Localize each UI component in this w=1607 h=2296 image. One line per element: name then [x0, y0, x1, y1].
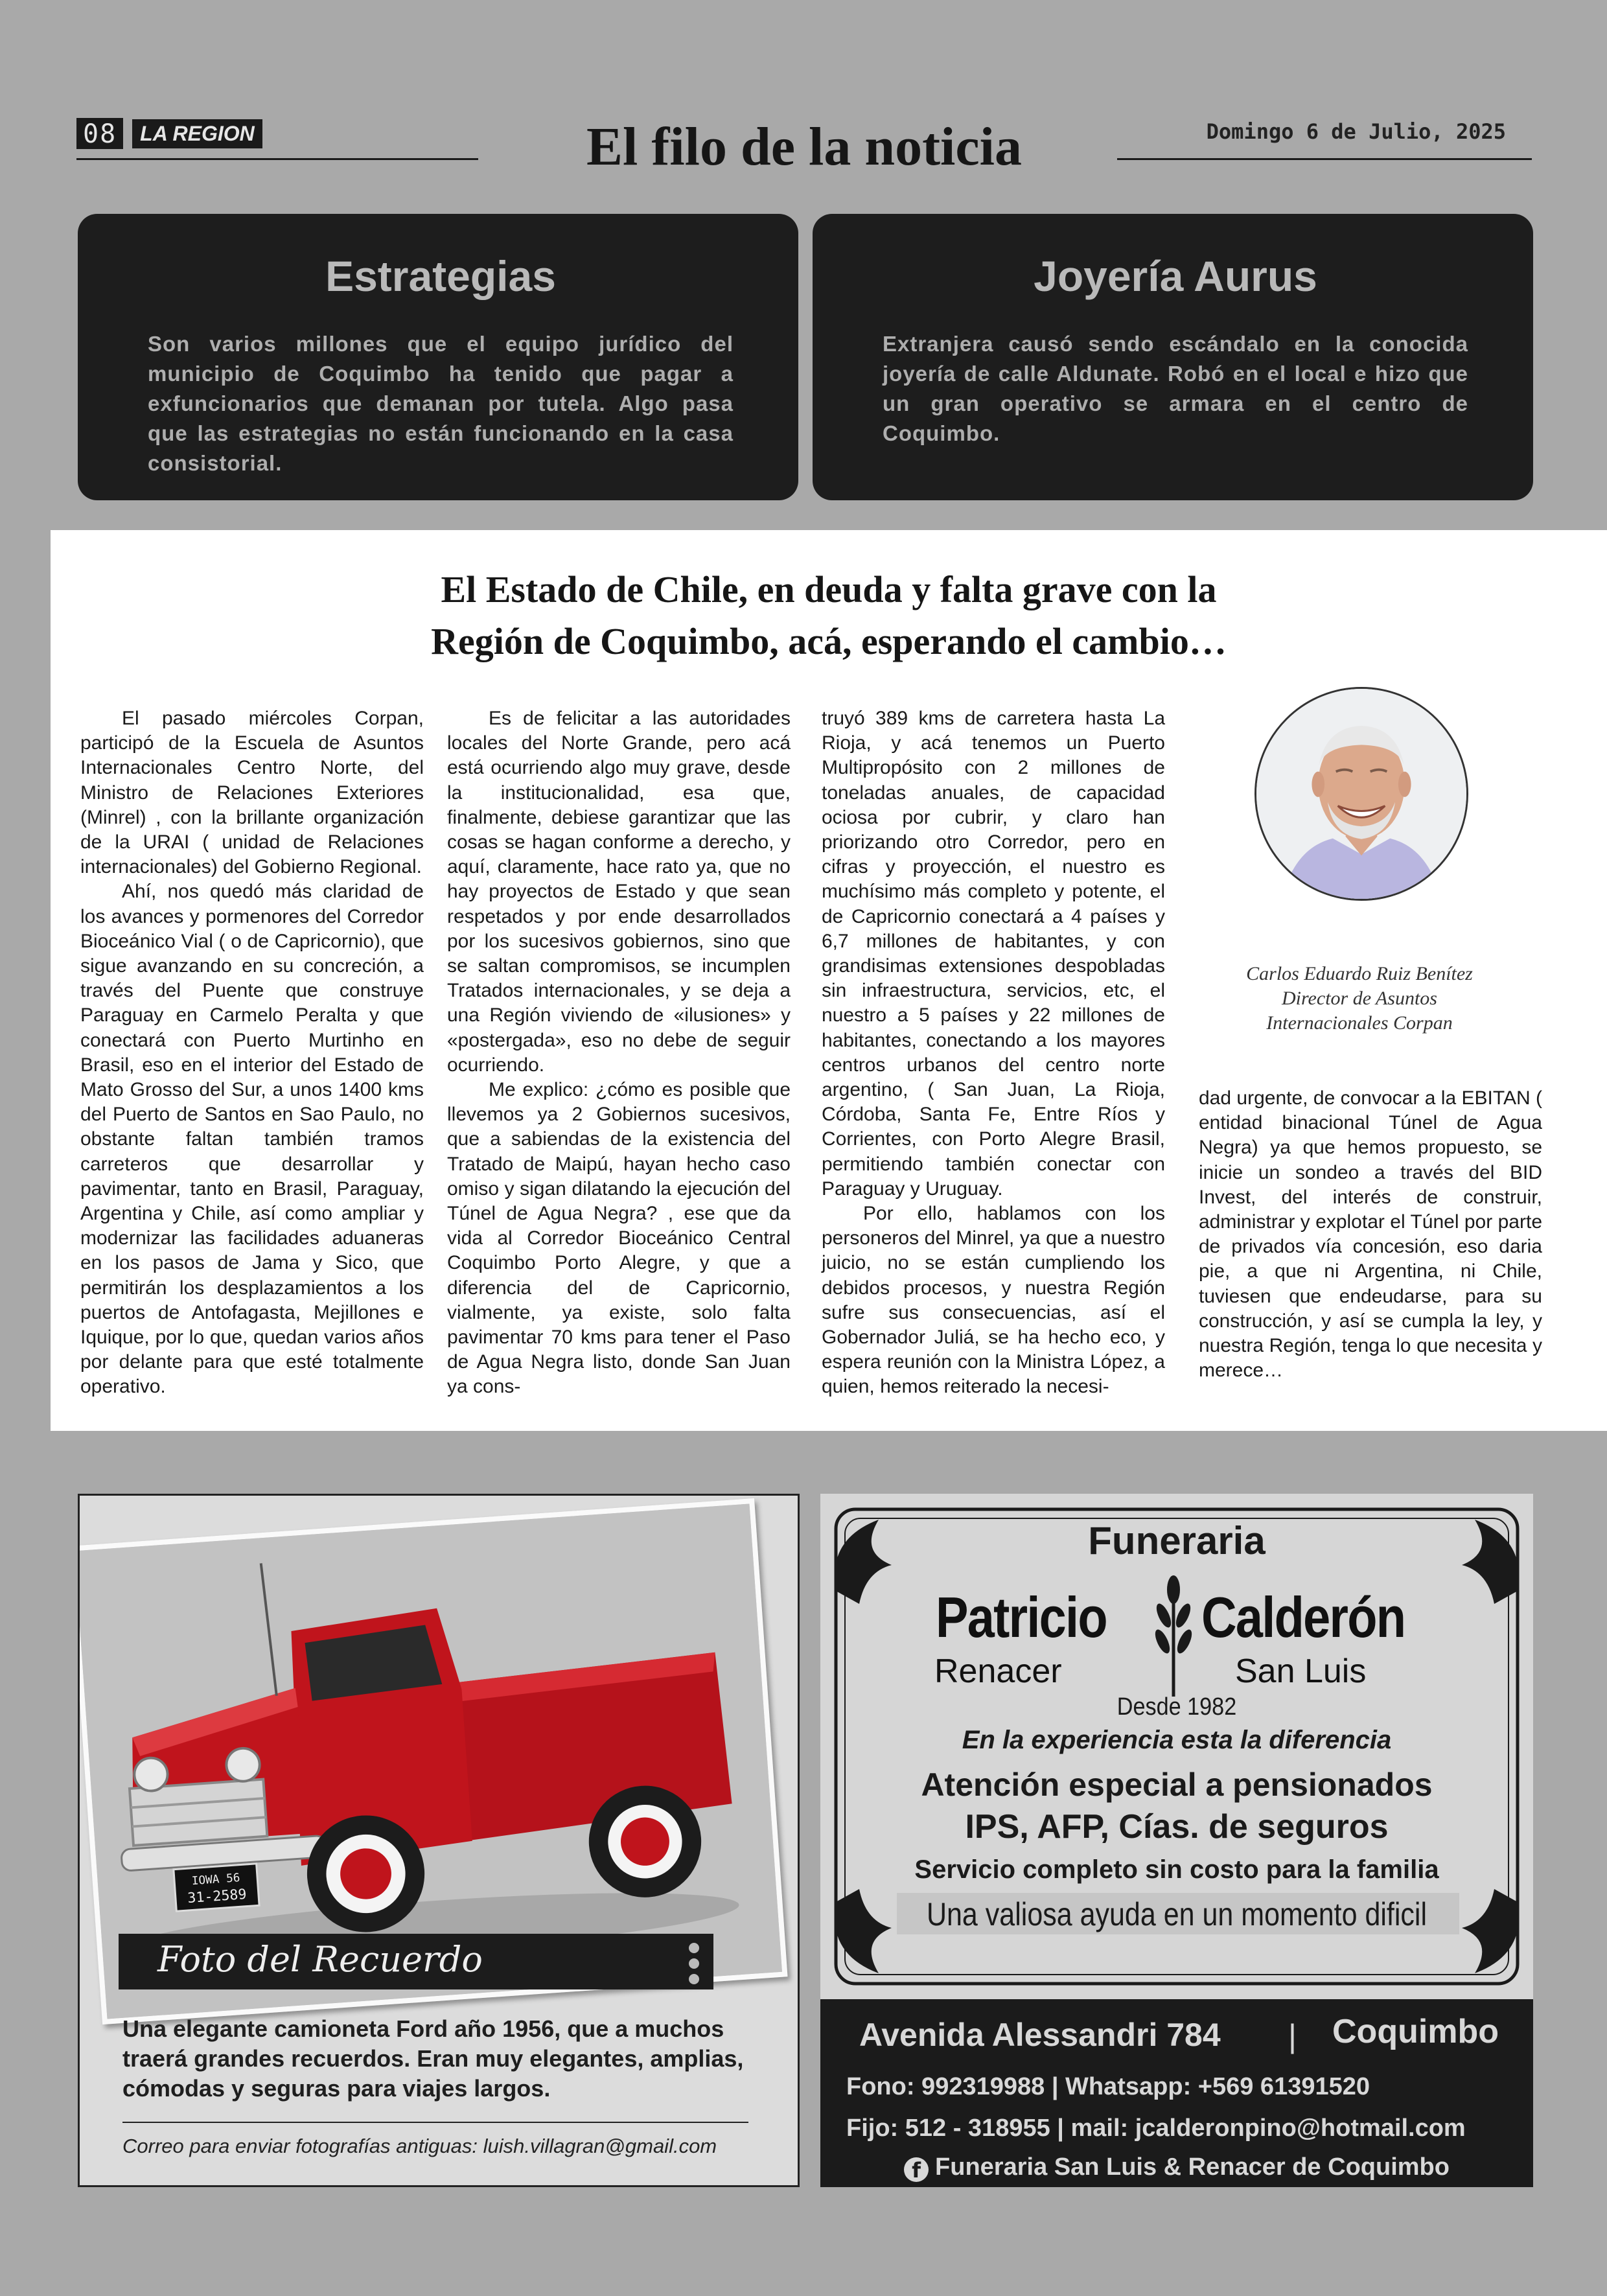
funeraria-contact-bar [820, 1999, 1533, 2187]
headline-line-2: Región de Coquimbo, acá, esperando el cambio… [431, 620, 1227, 662]
article-column-2 [447, 706, 791, 1400]
teaser-title: Estrategias [325, 252, 556, 300]
header-rule-right [1117, 158, 1532, 160]
funeraria-phones: Fono: 992319988 | Whatsapp: +569 61391520 [846, 2073, 1370, 2100]
teaser-box-estrategias [78, 214, 798, 500]
funeraria-landline-email: Fijo: 512 - 318955 | mail: jcalderonpino@hotmail.com [846, 2115, 1466, 2142]
recuerdo-description: Una elegante camioneta Ford año 1956, que a muchos traerá grandes recuerdos. Eran muy elegantes, amplias, cómodas y seguras para viajes largos. [122, 2015, 744, 2102]
author-photo [1256, 689, 1466, 899]
article-paragraph: El pasado miércoles Corpan, participó de la Escuela de Asuntos Internacionales Centro Norte, del Ministro de Relaciones Exteriores (Minrel) , con la brillante organización de la URAI ( unidad de Relaciones internacionales) del Gobierno Regional. [80, 708, 424, 878]
funeraria-address-separator: | [1288, 2018, 1297, 2054]
teaser-title: Joyería Aurus [1034, 252, 1317, 300]
funeraria-service: Servicio completo sin costo para la familia [914, 1855, 1439, 1884]
funeraria-tagline: En la experiencia esta la diferencia [962, 1726, 1392, 1754]
funeraria-branch-renacer: Renacer [934, 1652, 1062, 1690]
funeraria-name-left: Patricio [936, 1585, 1107, 1649]
page-header [76, 114, 1532, 185]
article-paragraph: Ahí, nos quedó más claridad de los avances y pormenores del Corredor Bioceánico Vial ( o de Capricornio), que sigue avanzando en su concreción, a través del Puente que construye Paraguay en Carmelo Peralta y que conectará con Puerto Murtinho en Brasil, eso en el interior del Estado de Mato Grosso del Sur, a unos 1400 kms del Puerto de Santos en Sao Paulo, no obstante faltan también tramos carreteros que desarrollar y pavimentar, tanto en Brasil, Paraguay, Argentina y Chile, así como ampliar y modernizar las facilidades aduaneras en los pasos de Jama y Sico, que permitirán los desplazamientos a los puertos de Antofagasta, Mejillones e Iquique, por lo que, quedan varios años por delante para que esté totalmente operativo. [80, 881, 424, 1398]
funeraria-city: Coquimbo [1332, 2013, 1499, 2050]
recuerdo-decoration-dots [689, 1943, 702, 1989]
teaser-body: Extranjera causó sendo escándalo en la conocida joyería de calle Aldunate. Robó en el local e hizo que un gran operativo se armara en el centro de Coquimbo. [883, 332, 1468, 445]
article-column-3 [822, 706, 1165, 1400]
wheat-icon [1144, 1570, 1203, 1700]
author-name: Carlos Eduardo Ruiz Benítez [1246, 963, 1473, 984]
funeraria-branch-san-luis: San Luis [1235, 1652, 1367, 1690]
license-plate-number: 31-2589 [187, 1886, 248, 1907]
author-role-line-1: Director de Asuntos [1282, 988, 1437, 1009]
article-paragraph: Por ello, hablamos con los personeros del Minrel, ya que a nuestro juicio, no se están cumpliendo los debidos procesos, y nuestra Región sufre sus consecuencias, así el Gobernador Juliá, se ha hecho eco, y espera reunión con la Ministra López, a quien, hemos reiterado la necesi- [822, 1203, 1165, 1398]
foto-del-recuerdo-section [78, 1494, 800, 2187]
facebook-icon: f [904, 2157, 929, 2182]
funeraria-attention-line-1: Atención especial a pensionados [921, 1767, 1433, 1803]
article-paragraph: truyó 389 kms de carretera hasta La Rioja, y acá tenemos un Puerto Multipropósito con 2 millones de toneladas anuales, de capacidad ociosa por cubrir, y claro han priorizando otro Corredor, pero en cifras y proyección, el nuestro es muchísimo más completo y potente, el de Capricornio conectará a 4 países y 6,7 millones de habitantes, y con grandisimas extensiones despobladas sin infraestructura, servicios, etc, el nuestro a 5 países y 22 millones de habitantes, conectando a los mayores centros urbanos del centro norte argentino, ( San Juan, La Rioja, Córdoba, Santa Fe, Entre Ríos y Corrientes, con Porto Alegre Brasil, permitiendo también conectar con Paraguay y Uruguay. [822, 708, 1165, 1200]
author-role-line-2: Internacionales Corpan [1266, 1012, 1453, 1034]
opinion-article [51, 530, 1607, 1431]
funeraria-address: Avenida Alessandri 784 [859, 2017, 1221, 2053]
article-paragraph: Me explico: ¿cómo es posible que llevemos ya 2 Gobiernos sucesivos, que a sabiendas de la existencia del Tratado de Maipú, hayan hecho caso omiso y sigan dilatando la ejecución del Túnel de Agua Negra? , ese que da vida al Corredor Bioceánico Central Coquimbo Porto Alegre, y que a diferencia del de Capricornio, vialmente, ya existe, solo falta pavimentar 70 kms para tener el Paso de Agua Negra listo, donde San Juan ya cons- [447, 1079, 791, 1398]
article-paragraph: dad urgente, de convocar a la EBITAN ( entidad binacional Túnel de Agua Negra) ya que hemos propuesto, se inicie un sondeo a través del BID Invest, del interés de construir, administrar y explotar el Túnel por parte de privados vía concesión, eso daria pie, a que ni Argentina, ni Chile, tuviesen que endeudarse, para su construcción, y así se cumpla la ley, y nuestra Región, tenga lo que necesita y merece… [1199, 1087, 1542, 1382]
article-column-4 [1199, 1086, 1542, 1383]
teaser-box-joyeria [813, 214, 1533, 500]
funeraria-social [820, 2153, 1533, 2182]
funeraria-help: Una valiosa ayuda en un momento dificil [926, 1896, 1428, 1932]
recuerdo-email: Correo para enviar fotografías antiguas: luish.villagran@gmail.com [122, 2135, 717, 2157]
funeraria-advertisement [820, 1494, 1533, 2187]
funeraria-title: Funeraria [1088, 1519, 1266, 1562]
recuerdo-title: Foto del Recuerdo [157, 1939, 483, 1980]
headline-line-1: El Estado de Chile, en deuda y falta grave con la [441, 568, 1217, 610]
article-headline [51, 564, 1607, 667]
page-number: 08 [76, 118, 123, 149]
funeraria-attention-line-2: IPS, AFP, Cías. de seguros [965, 1808, 1389, 1846]
article-paragraph: Es de felicitar a las autoridades locales del Norte Grande, pero acá está ocurriendo algo muy grave, desde la institucionalidad, esa que, finalmente, debiese garantizar que las cosas se hagan conforme a derecho, y aquí, claramente, hace rato ya, que no hay proyectos de Estado y que sean respetados y por ende desarrollados por los sucesivos gobiernos, sino que se saltan compromisos, se incumplen Tratados internacionales, y se deja a una Región viviendo de «ilusiones» y «postergada», eso no debe de seguir ocurriendo. [447, 708, 791, 1076]
recuerdo-divider [122, 2122, 748, 2123]
section-title: El filo de la noticia [586, 117, 1022, 177]
funeraria-since: Desde 1982 [1116, 1693, 1237, 1721]
license-plate-top: IOWA 56 [191, 1872, 241, 1888]
issue-date: Domingo 6 de Julio, 2025 [1206, 119, 1506, 144]
article-column-1 [80, 706, 424, 1400]
funeraria-name-right: Calderón [1201, 1585, 1405, 1649]
author-portrait [1254, 687, 1468, 901]
teaser-body: Son varios millones que el equipo jurídico del municipio de Coquimbo ha tenido que pagar a exfuncionarios que demanan por tutela. Algo pasa que las estrategias no están funcionando en la casa consistorial. [148, 332, 734, 475]
author-caption [1191, 962, 1528, 1036]
funeraria-facebook-page: Funeraria San Luis & Renacer de Coquimbo [935, 2153, 1450, 2181]
newspaper-logo: LA REGION [132, 119, 262, 148]
